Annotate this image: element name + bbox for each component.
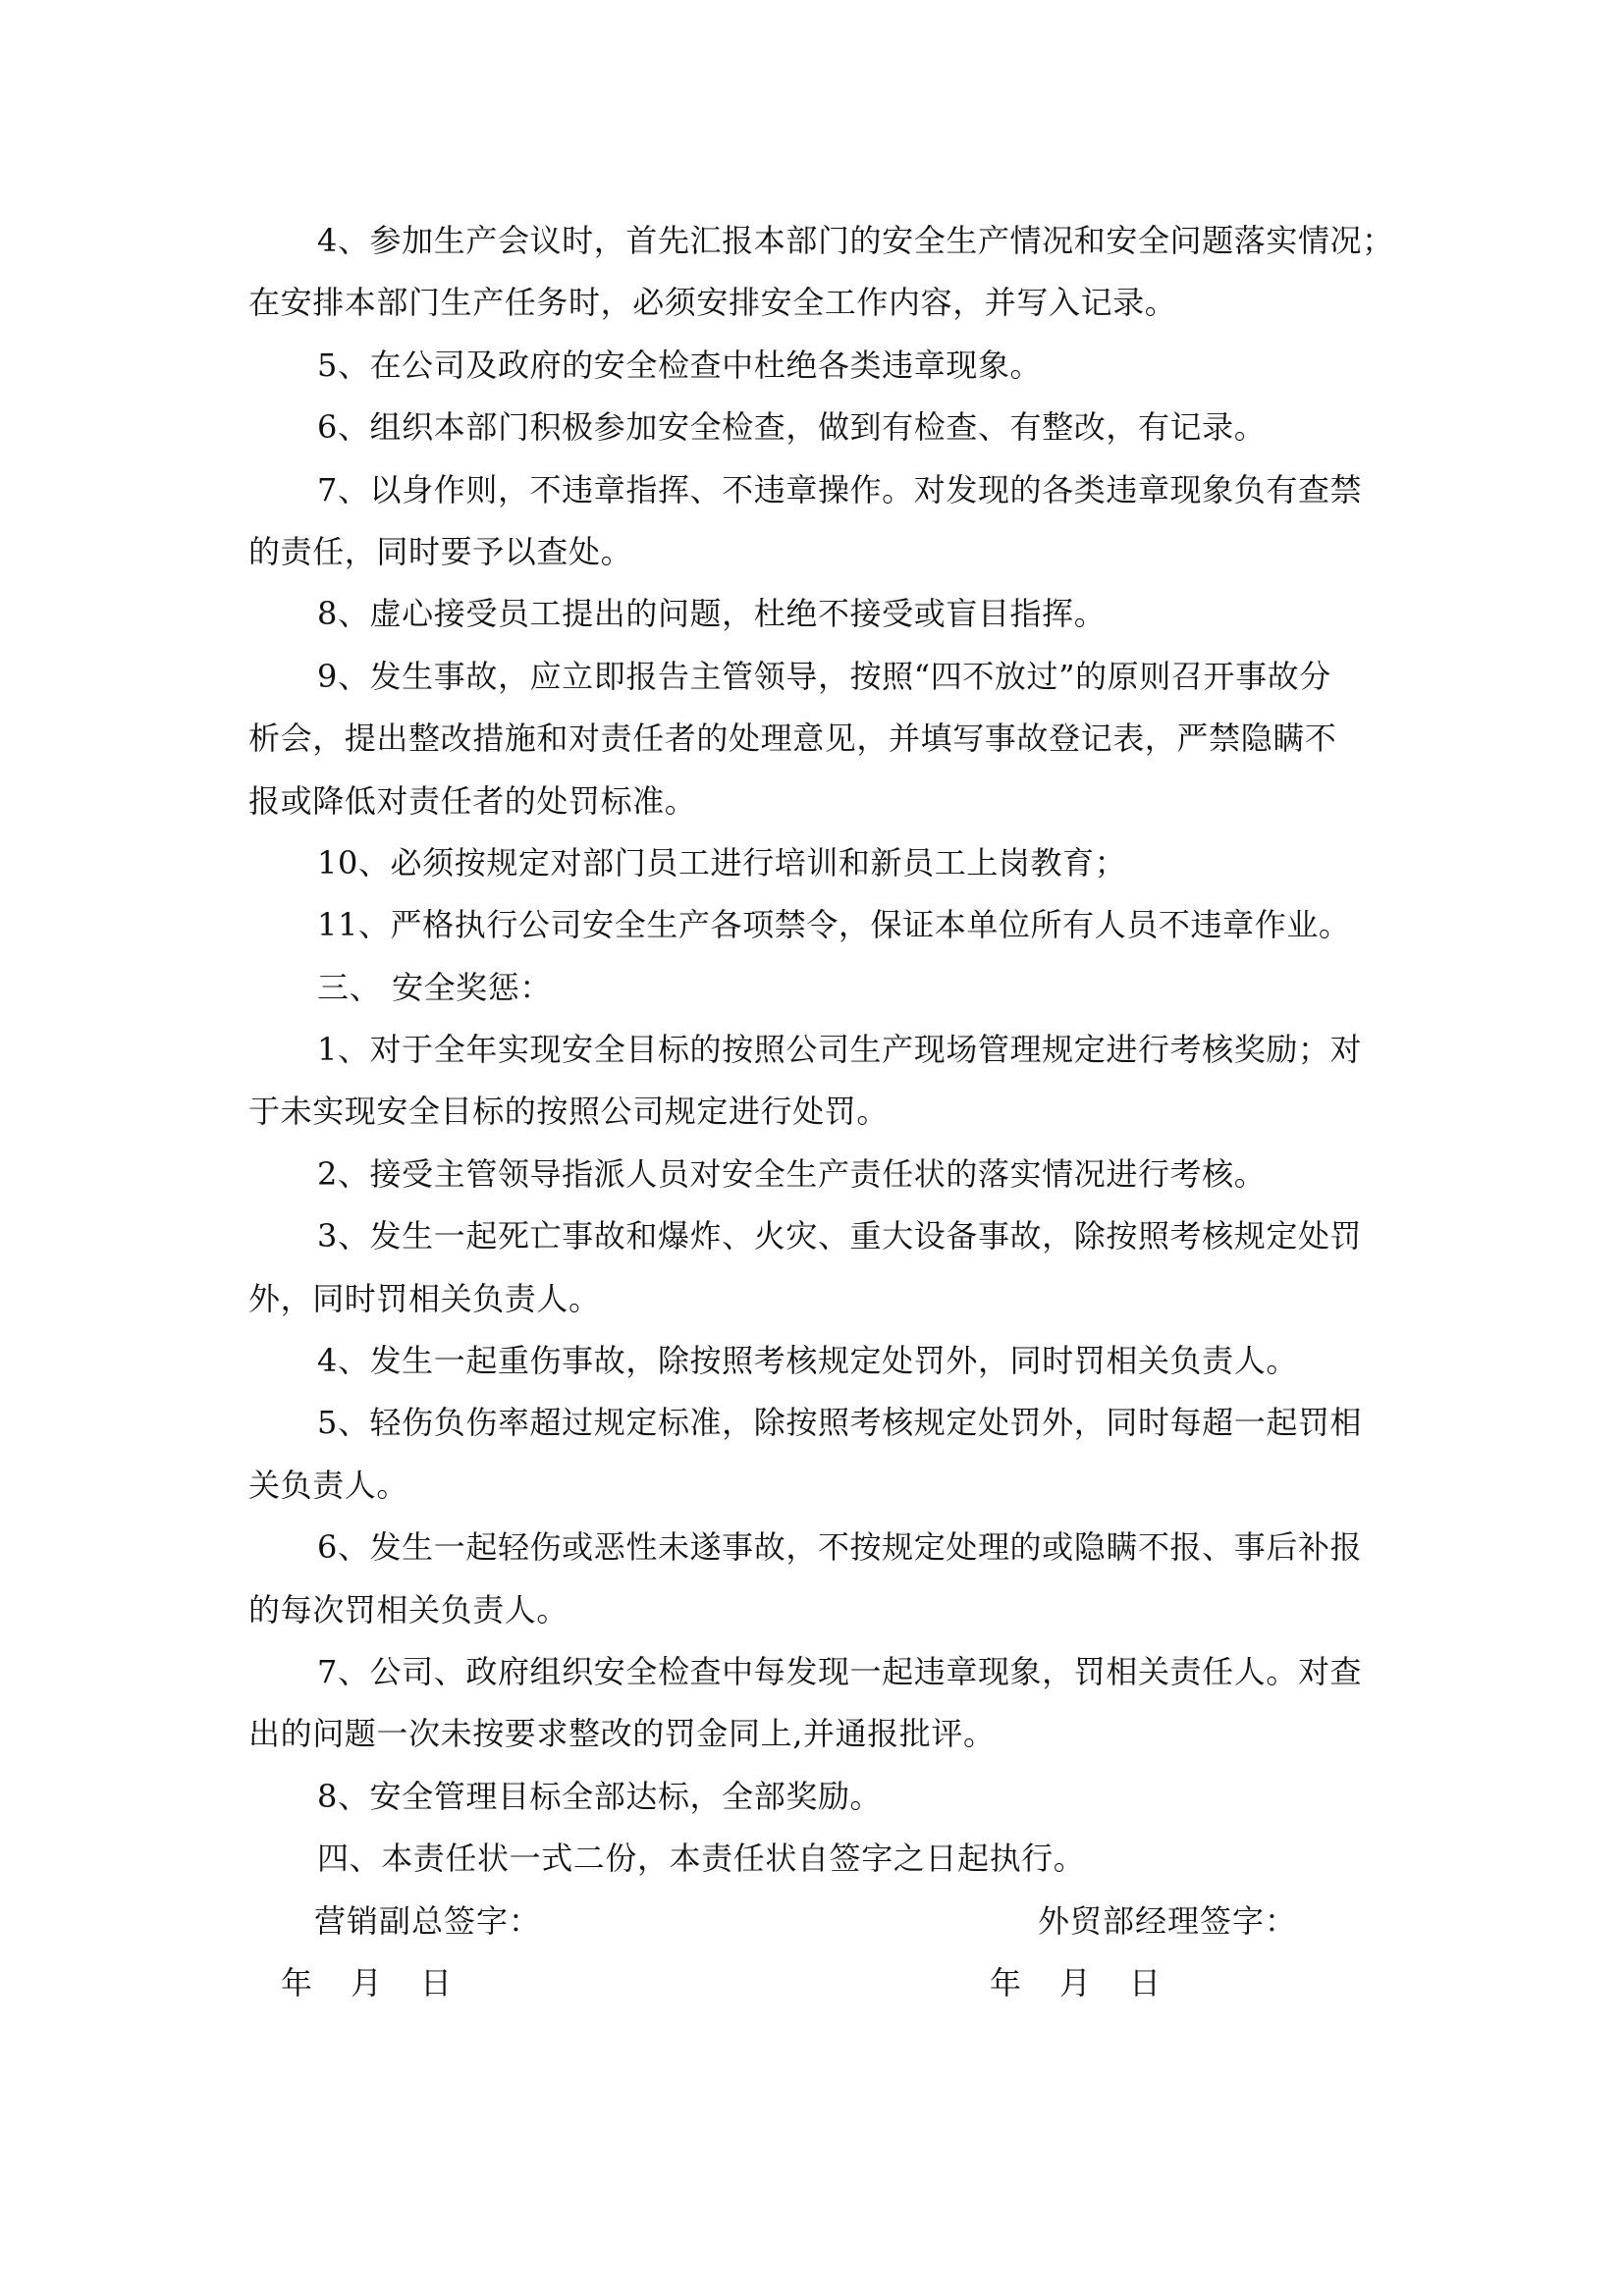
paragraph	[248, 210, 1397, 335]
date-right	[990, 1958, 1199, 2003]
text-line: 7、公司、政府组织安全检查中每发现一起违章现象，罚相关责任人。对查	[317, 1652, 1363, 1690]
text-line: 4、发生一起重伤事故，除按照考核规定处罚外，同时罚相关负责人。	[317, 1342, 1298, 1380]
text-line: 三、 安全奖惩：	[317, 968, 552, 1006]
paragraph	[248, 1205, 1397, 1330]
text-line: 11、严格执行公司安全生产各项禁令，保证本单位所有人员不违章作业。	[317, 906, 1351, 944]
document-body	[248, 210, 1397, 1891]
text-line: 10、必须按规定对部门员工进行培训和新员工上岗教育；	[317, 843, 1127, 881]
text-line: 6、组织本部门积极参加安全检查，做到有检查、有整改，有记录。	[317, 408, 1267, 447]
text-line: 9、发生事故，应立即报告主管领导，按照“四不放过”的原则召开事故分	[317, 657, 1331, 695]
text-line: 3、发生一起死亡事故和爆炸、火灾、重大设备事故，除按照考核规定处罚	[317, 1217, 1363, 1255]
text-line: 四、本责任状一式二份，本责任状自签字之日起执行。	[317, 1840, 1086, 1878]
paragraph	[248, 335, 1397, 397]
signature-right-label: 外贸部经理签字：	[1038, 1902, 1298, 1940]
paragraph	[248, 1766, 1397, 1828]
text-line: 8、安全管理目标全部达标，全部奖励。	[317, 1777, 883, 1815]
paragraph	[248, 583, 1397, 645]
text-line: 7、以身作则，不违章指挥、不违章操作。对发现的各类违章现象负有查禁	[317, 470, 1363, 508]
paragraph	[248, 1517, 1397, 1641]
text-line: 5、在公司及政府的安全检查中杜绝各类违章现象。	[317, 346, 1043, 384]
paragraph	[248, 1641, 1397, 1766]
date-left	[281, 1958, 490, 2003]
date-month: 月	[351, 1964, 384, 2002]
date-year: 年	[281, 1964, 314, 2002]
text-line: 在安排本部门生产任务时，必须安排安全工作内容，并写入记录。	[248, 284, 1177, 322]
paragraph	[248, 1144, 1397, 1205]
text-line: 4、参加生产会议时，首先汇报本部门的安全生产情况和安全问题落实情况；	[317, 222, 1394, 259]
text-line: 于未实现安全目标的按照公司规定进行处罚。	[248, 1093, 890, 1131]
paragraph	[248, 1019, 1397, 1144]
paragraph	[248, 1828, 1397, 1890]
text-line: 的每次罚相关负责人。	[248, 1590, 569, 1629]
text-line: 外，同时罚相关负责人。	[248, 1279, 601, 1317]
date-year: 年	[990, 1964, 1023, 2002]
text-line: 报或降低对责任者的处罚标准。	[248, 781, 697, 820]
paragraph	[248, 397, 1397, 458]
paragraph	[248, 646, 1397, 832]
date-day: 日	[420, 1964, 454, 2002]
text-line: 2、接受主管领导指派人员对安全生产责任状的落实情况进行考核。	[317, 1154, 1267, 1193]
text-line: 析会，提出整改措施和对责任者的处理意见，并填写事故登记表，严禁隐瞒不	[248, 720, 1337, 758]
text-line: 关负责人。	[248, 1466, 409, 1504]
signature-left-label: 营销副总签字：	[314, 1902, 542, 1940]
paragraph	[248, 1330, 1397, 1392]
paragraph	[248, 894, 1397, 956]
text-line: 6、发生一起轻伤或恶性未遂事故，不按规定处理的或隐瞒不报、事后补报	[317, 1528, 1363, 1567]
text-line: 8、虚心接受员工提出的问题，杜绝不接受或盲目指挥。	[317, 595, 1107, 633]
paragraph	[248, 957, 1397, 1019]
text-line: 出的问题一次未按要求整改的罚金同上,并通报批评。	[248, 1715, 996, 1753]
date-day: 日	[1129, 1964, 1163, 2002]
paragraph	[248, 1392, 1397, 1517]
paragraph	[248, 832, 1397, 894]
paragraph	[248, 459, 1397, 584]
text-line: 5、轻伤负伤率超过规定标准，除按照考核规定处罚外，同时每超一起罚相	[317, 1404, 1363, 1442]
text-line: 的责任，同时要予以查处。	[248, 532, 633, 570]
text-line: 1、对于全年实现安全目标的按照公司生产现场管理规定进行考核奖励；对	[317, 1031, 1363, 1069]
date-month: 月	[1059, 1964, 1093, 2002]
